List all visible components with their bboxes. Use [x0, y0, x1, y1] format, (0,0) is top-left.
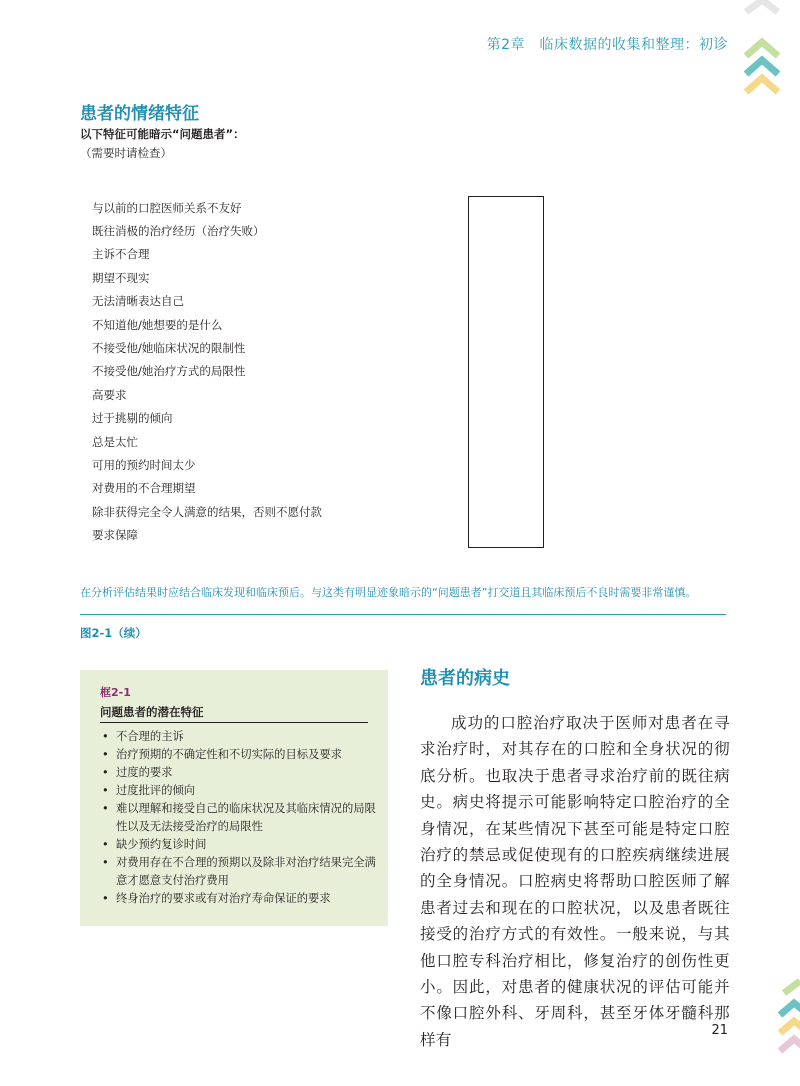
- box-label: 框2-1: [100, 686, 131, 699]
- checklist-row: [92, 383, 544, 406]
- checkbox-cell[interactable]: [468, 313, 544, 337]
- checklist-row: [92, 243, 544, 266]
- list-item: • 缺少预约复诊时间: [100, 836, 380, 854]
- list-item: • 过度的要求: [100, 764, 380, 782]
- list-item: • 治疗预期的不确定性和不切实际的目标及要求: [100, 746, 380, 764]
- checklist-label: 无法清晰表达自己: [92, 294, 184, 309]
- checkbox-cell[interactable]: [468, 477, 544, 501]
- history-heading: 患者的病史: [420, 668, 510, 689]
- checkbox-cell[interactable]: [468, 523, 544, 547]
- checkbox-cell[interactable]: [468, 430, 544, 454]
- list-item: • 对费用存在不合理的预期以及除非对治疗结果完全满意才愿意支付治疗费用: [100, 854, 380, 890]
- emotional-traits-checklist: [92, 196, 544, 547]
- checklist-row: [92, 290, 544, 313]
- checklist-row: [92, 477, 544, 500]
- list-item: • 难以理解和接受自己的临床状况及其临床情况的局限性以及无法接受治疗的局限性: [100, 800, 380, 836]
- checklist-row: [92, 336, 544, 359]
- checklist-label: 总是太忙: [92, 434, 138, 449]
- history-paragraph: 成功的口腔治疗取决于医师对患者在寻求治疗时，对其存在的口腔和全身状况的彻底分析。也取决于患者寻求治疗前的既往病史。病史将提示可能影响特定口腔治疗的全身情况，在某些情况下甚至可能是特定口腔治疗的禁忌或促使现有的口腔疾病继续进展的全身情况。口腔病史将帮助口腔医师了解患者过去和现在的口腔状况，以及患者既往接受的治疗方式的有效性。一般来说，与其他口腔专科治疗相比，修复治疗的创伤性更小。因此，对患者的健康状况的评估可能并不像口腔外科、牙周科，甚至牙体牙髓科那样有: [420, 714, 730, 1049]
- divider-line: [80, 614, 726, 615]
- checkbox-cell[interactable]: [468, 453, 544, 477]
- checklist-label: 可用的预约时间太少: [92, 457, 196, 472]
- checklist-row: [92, 196, 544, 219]
- checklist-label: 期望不现实: [92, 270, 150, 285]
- checkbox-cell[interactable]: [468, 383, 544, 407]
- list-item: • 不合理的主诉: [100, 728, 380, 746]
- checklist-row: [92, 219, 544, 242]
- checklist-row: [92, 430, 544, 453]
- checklist-row: [92, 407, 544, 430]
- list-item: • 终身治疗的要求或有对治疗寿命保证的要求: [100, 890, 380, 908]
- checkbox-cell[interactable]: [468, 219, 544, 243]
- page-number: 21: [711, 1023, 728, 1038]
- box-divider: [100, 722, 368, 723]
- checklist-label: 高要求: [92, 387, 127, 402]
- running-head: 第2章 临床数据的收集和整理：初诊: [486, 37, 728, 53]
- checklist-label: 主诉不合理: [92, 247, 150, 262]
- checkbox-cell[interactable]: [468, 500, 544, 524]
- checklist-label: 与以前的口腔医师关系不友好: [92, 200, 242, 215]
- checklist-row: [92, 523, 544, 546]
- checkbox-cell[interactable]: [468, 243, 544, 267]
- checklist-label: 要求保障: [92, 528, 138, 543]
- checklist-row: [92, 266, 544, 289]
- checklist-label: 除非获得完全令人满意的结果，否则不愿付款: [92, 504, 322, 519]
- section-title: 患者的情绪特征: [80, 104, 199, 124]
- checklist-row: [92, 453, 544, 476]
- figure-note: 在分析评估结果时应结合临床发现和临床预后。与这类有明显迹象暗示的“问题患者”打交道且其临床预后不良时需要非常谨慎。: [80, 586, 697, 599]
- checkbox-cell[interactable]: [468, 196, 544, 220]
- list-item: • 过度批评的倾向: [100, 782, 380, 800]
- figure-caption: 图2-1（续）: [80, 626, 147, 640]
- checklist-label: 不接受他/她治疗方式的局限性: [92, 364, 246, 379]
- box-bullet-list: [100, 728, 380, 908]
- checklist-row: [92, 360, 544, 383]
- checkbox-cell[interactable]: [468, 407, 544, 431]
- checkbox-cell[interactable]: [468, 290, 544, 314]
- box-title: 问题患者的潜在特征: [100, 705, 204, 719]
- checklist-label: 过于挑剔的倾向: [92, 411, 173, 426]
- section-subtitle: 以下特征可能暗示“问题患者”：: [80, 127, 245, 141]
- checklist-row: [92, 500, 544, 523]
- checkbox-cell[interactable]: [468, 360, 544, 384]
- checklist-row: [92, 313, 544, 336]
- checklist-label: 不接受他/她临床状况的限制性: [92, 341, 246, 356]
- checklist-label: 不知道他/她想要的是什么: [92, 317, 223, 332]
- decorative-chevrons-top: [742, 0, 782, 110]
- decorative-chevrons-bottom: [760, 975, 800, 1085]
- checklist-label: 对费用的不合理期望: [92, 481, 196, 496]
- checkbox-cell[interactable]: [468, 266, 544, 290]
- section-instruction: （需要时请检查）: [80, 146, 172, 160]
- checkbox-cell[interactable]: [468, 336, 544, 360]
- checklist-label: 既往消极的治疗经历（治疗失败）: [92, 224, 265, 239]
